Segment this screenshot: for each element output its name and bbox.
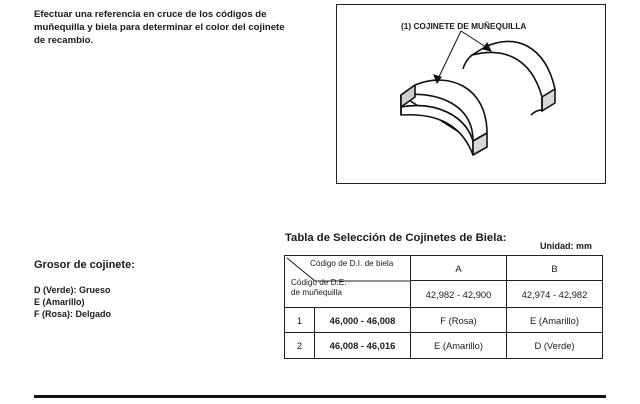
intro-text — [34, 8, 319, 47]
thickness-title: Grosor de cojinete: — [34, 259, 135, 271]
crankpin-od-line: de muñequilla — [291, 288, 342, 297]
bearing-selection-table — [284, 255, 603, 359]
bearing-figure — [336, 4, 606, 184]
row-code: 1 — [285, 308, 315, 333]
thickness-item: D (Verde): Grueso — [34, 285, 111, 295]
crankpin-od-line: Código de D.E. — [291, 278, 347, 287]
intro-line: de recambio. — [34, 35, 94, 46]
table-row — [285, 308, 603, 333]
table-unit: Unidad: mm — [540, 241, 593, 251]
thickness-item: F (Rosa): Delgado — [34, 309, 112, 319]
bottom-rule — [34, 395, 606, 398]
row-range: 46,008 - 46,016 — [315, 333, 411, 359]
bearing-callout-label: (1) COJINETE DE MUÑEQUILLA — [401, 21, 527, 31]
thickness-item: E (Amarillo) — [34, 297, 85, 307]
cell-b: D (Verde) — [507, 333, 603, 359]
col-header-b: B — [507, 256, 603, 281]
table-row — [285, 333, 603, 359]
range-b: 42,974 - 42,982 — [507, 281, 603, 308]
row-code: 2 — [285, 333, 315, 359]
col-header-a: A — [411, 256, 507, 281]
table-title: Tabla de Selección de Cojinetes de Biela: — [285, 232, 507, 244]
bearing-illustration — [337, 5, 607, 185]
row-range: 46,000 - 46,008 — [315, 308, 411, 333]
bearing-shell-front — [401, 80, 487, 155]
range-a: 42,982 - 42,900 — [411, 281, 507, 308]
intro-line: muñequilla y biela para determinar el color del cojinete — [34, 22, 285, 33]
cell-b: E (Amarillo) — [507, 308, 603, 333]
crankpin-od-code-label — [291, 278, 347, 298]
thickness-list — [34, 284, 111, 320]
cell-a: F (Rosa) — [411, 308, 507, 333]
intro-line: Efectuar una referencia en cruce de los códigos de — [34, 9, 267, 20]
cell-a: E (Amarillo) — [411, 333, 507, 359]
callout-leaders — [434, 31, 491, 83]
table-corner-header — [285, 256, 411, 308]
rod-id-code-label: Código de D.I. de biela — [310, 259, 394, 268]
